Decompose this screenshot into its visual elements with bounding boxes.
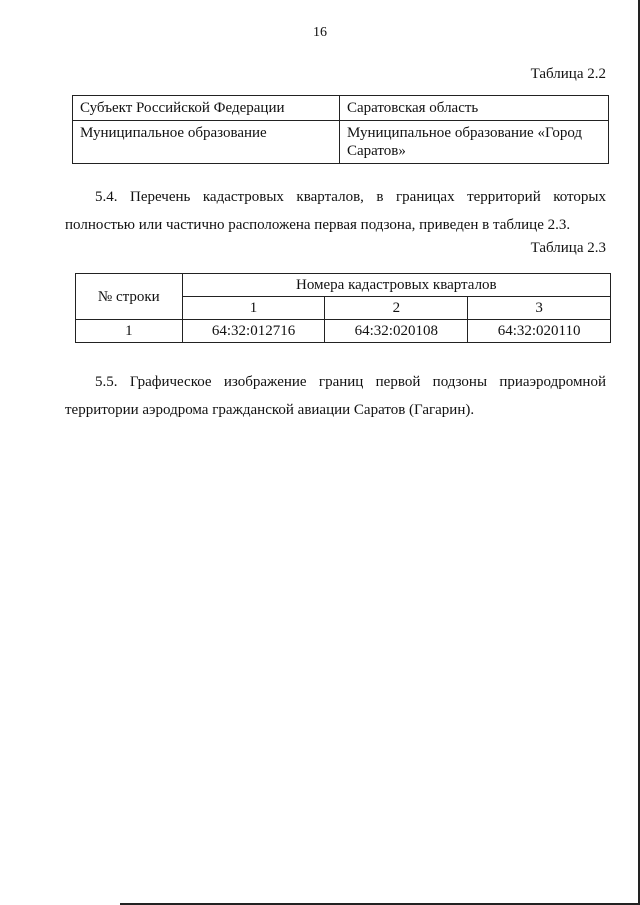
cadastral-quarter: 64:32:012716 [182, 320, 325, 343]
table-row [73, 121, 609, 164]
table-2-3 [75, 273, 611, 343]
table-row [76, 320, 611, 343]
column-number: 1 [182, 297, 325, 320]
column-number: 2 [325, 297, 468, 320]
row-number: 1 [76, 320, 183, 343]
column-number: 3 [468, 297, 611, 320]
table-cell: Субъект Российской Федерации [73, 96, 340, 121]
table-row [73, 96, 609, 121]
table-2-2 [72, 95, 609, 164]
table-cell: Саратовская область [340, 96, 609, 121]
table-2-3-caption: Таблица 2.3 [530, 240, 606, 256]
table-2-2-caption: Таблица 2.2 [530, 66, 606, 82]
paragraph-5-5: 5.5. Графическое изображение границ первой подзоны приаэродромной территории аэродрома гражданской авиации Саратов (Гагарин). [65, 374, 606, 418]
table-cell: Муниципальное образование «Город Саратов» [340, 121, 609, 164]
cadastral-quarter: 64:32:020108 [325, 320, 468, 343]
table-header-row [76, 274, 611, 297]
table-cell: Муниципальное образование [73, 121, 340, 164]
row-number-header: № строки [76, 274, 183, 320]
paragraph-5-4: 5.4. Перечень кадастровых кварталов, в границах территорий которых полностью или частично расположена первая подзона, приведен в таблице 2.3. [65, 189, 606, 233]
page-number: 16 [313, 25, 327, 40]
group-header: Номера кадастровых кварталов [182, 274, 610, 297]
cadastral-quarter: 64:32:020110 [468, 320, 611, 343]
